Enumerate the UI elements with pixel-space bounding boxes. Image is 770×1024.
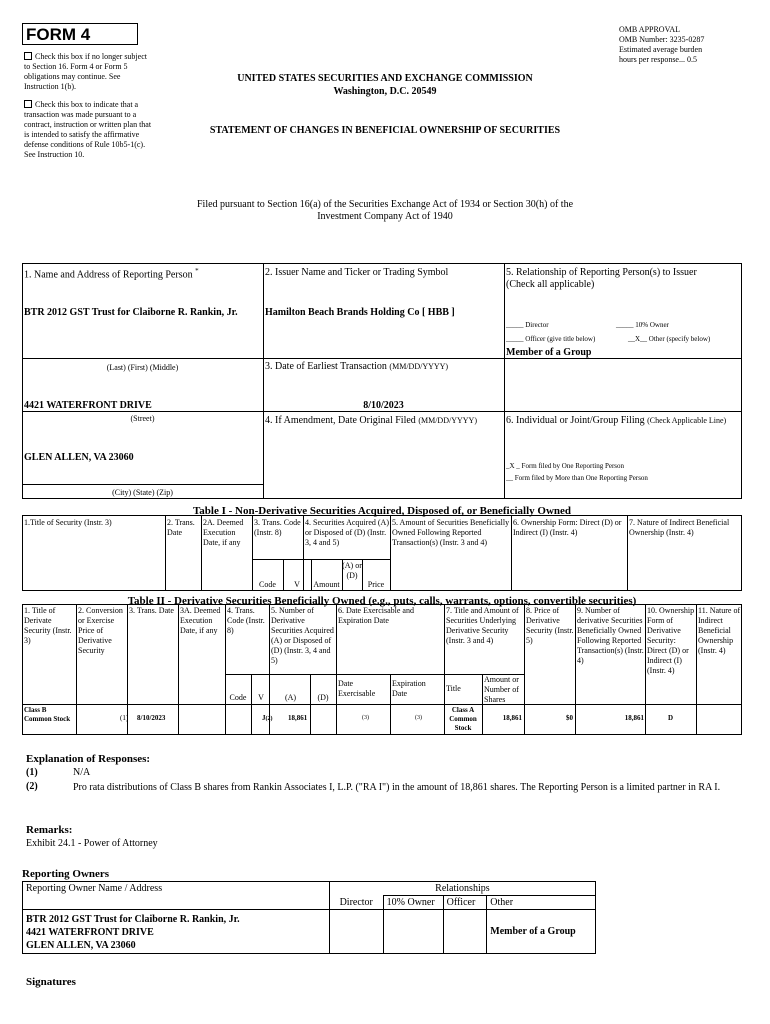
t2-h3: 3. Trans. Date	[129, 606, 174, 615]
t2-sub-title: Title	[446, 684, 461, 693]
omb-line: OMB APPROVAL	[619, 25, 680, 34]
t1-h7: 7. Nature of Indirect Beneficial Ownership (Instr. 4)	[629, 518, 730, 537]
director-header: Director	[329, 896, 383, 910]
box2-label: 2. Issuer Name and Ticker or Trading Symbol	[265, 267, 449, 278]
t2-row-date: 8/10/2023	[137, 714, 166, 722]
omb-approval	[619, 25, 759, 65]
t2-row-a: 18,861	[288, 714, 308, 722]
filed-line2: Investment Company Act of 1940	[317, 211, 453, 222]
checkbox-rule10b5[interactable]	[24, 100, 154, 160]
street-label: (Street)	[130, 414, 155, 423]
t2-row-code: J(2)	[262, 714, 273, 722]
owner-name-header: Reporting Owner Name / Address	[23, 882, 330, 910]
ten-pct-owner-option[interactable]: _____ 10% Owner	[616, 321, 669, 329]
t2-sub-v: V	[258, 693, 264, 702]
t2-row-und-amount: 18,861	[502, 714, 522, 722]
signatures-heading: Signatures	[26, 976, 76, 988]
t2-h4: 4. Trans. Code (Instr. 8)	[227, 606, 265, 635]
t2-row-exp: (3)	[415, 715, 422, 721]
t2-h2: 2. Conversion or Exercise Price of Derivative Security	[78, 606, 123, 655]
t1-h3: 3. Trans. Code (Instr. 8)	[254, 518, 301, 537]
t1-h2: 2. Trans. Date	[167, 518, 195, 537]
reporting-owners-heading: Reporting Owners	[22, 868, 110, 880]
t2-sub-date-ex: Date Exercisable	[338, 679, 376, 698]
table1-title: Table I - Non-Derivative Securities Acquired, Disposed of, or Beneficially Owned	[192, 505, 572, 517]
t1-h4: 4. Securities Acquired (A) or Disposed of (D) (Instr. 3, 4 and 5)	[305, 518, 389, 547]
director-option[interactable]: _____ Director	[506, 321, 549, 329]
t1-sub-ad: (A) or (D)	[342, 561, 362, 580]
t2-row-conv-note: (1)	[120, 714, 129, 722]
t1-sub-price: Price	[367, 580, 385, 589]
checkbox-section16-label: Check this box if no longer subject to Section 16. Form 4 or Form 5 obligations may continue. See Instruction 1(b).	[24, 52, 147, 91]
relationships-header: Relationships	[329, 882, 595, 896]
form-title-box	[22, 23, 138, 45]
city-label: (City) (State) (Zip)	[112, 488, 173, 497]
t1-sub-v: V	[294, 580, 300, 589]
box6-label: 6. Individual or Joint/Group Filing (Check Applicable Line)	[506, 415, 727, 426]
t1-sub-amount: Amount	[313, 580, 340, 589]
t2-h1: 1. Title of Derivate Security (Instr. 3)	[24, 606, 72, 645]
explanation-note-num: (1)	[26, 767, 38, 778]
filing-option-one[interactable]: _X _ Form filed by One Reporting Person	[506, 462, 625, 470]
t2-row-und-title: Class A Common Stock	[449, 706, 477, 732]
explanation-note-num: (2)	[26, 781, 38, 792]
statement-title: STATEMENT OF CHANGES IN BENEFICIAL OWNERSHIP OF SECURITIES	[209, 125, 561, 136]
reporting-city: GLEN ALLEN, VA 23060	[24, 452, 134, 463]
t2-row-owned: 18,861	[624, 714, 644, 722]
t2-sub-d: (D)	[317, 693, 329, 702]
ten-pct-header: 10% Owner	[383, 896, 443, 910]
owner-ten-pct-cell	[383, 910, 443, 954]
name-parts-label: (Last) (First) (Middle)	[106, 363, 179, 372]
box5-label: 5. Relationship of Reporting Person(s) to Issuer (Check all applicable)	[506, 267, 697, 290]
explanation-heading: Explanation of Responses:	[26, 753, 151, 765]
agency-line1: UNITED STATES SECURITIES AND EXCHANGE COMMISSION	[237, 73, 533, 84]
officer-option[interactable]: _____ Officer (give title below)	[506, 335, 596, 343]
t1-h6: 6. Ownership Form: Direct (D) or Indirect (I) (Instr. 4)	[513, 518, 622, 537]
checkbox-rule10b5-label: Check this box to indicate that a transaction was made pursuant to a contract, instruction or written plan that is intended to satisfy the affirmative defense conditions of Rule 10b5-1(c). See Instruction 10.	[24, 100, 152, 159]
agency-line2: Washington, D.C. 20549	[333, 86, 437, 97]
t2-h5: 5. Number of Derivative Securities Acquired (A) or Disposed of (D) (Instr. 3, 4 and 5)	[271, 606, 334, 665]
owner-details: BTR 2012 GST Trust for Claiborne R. Rankin, Jr. 4421 WATERFRONT DRIVE GLEN ALLEN, VA 23060	[23, 910, 330, 954]
form-title: FORM 4	[26, 25, 91, 44]
t1-sub-code: Code	[259, 580, 276, 589]
t2-row-form: D	[667, 714, 674, 722]
owner-other-cell: Member of a Group	[487, 910, 596, 954]
t2-h10: 10. Ownership Form of Derivative Security: Direct (D) or Indirect (I) (Instr. 4)	[647, 606, 695, 675]
omb-line: OMB Number: 3235-0287	[619, 35, 705, 44]
t2-row-title: Class B Common Stock	[24, 706, 71, 723]
owner-officer-cell	[443, 910, 487, 954]
issuer-name: Hamilton Beach Brands Holding Co [ HBB ]	[265, 307, 455, 318]
reporting-street: 4421 WATERFRONT DRIVE	[24, 400, 152, 411]
table2-title: Table II - Derivative Securities Beneficially Owned (e.g., puts, calls, warrants, options, convertible securities)	[127, 595, 637, 607]
reporting-owners-table	[22, 881, 596, 954]
filing-option-more[interactable]: __ Form filed by More than One Reporting Person	[506, 474, 648, 482]
box1-label: 1. Name and Address of Reporting Person *	[24, 267, 199, 281]
explanation-note-text: Pro rata distributions of Class B shares from Rankin Associates I, L.P. ("RA I") in the amount of 18,861 shares. The Reporting Person is a limited partner in RA I.	[73, 782, 721, 793]
filed-line1: Filed pursuant to Section 16(a) of the Securities Exchange Act of 1934 or Section 30(h) of the	[196, 199, 574, 210]
t2-h3a: 3A. Deemed Execution Date, if any	[180, 606, 221, 635]
reporting-person-name: BTR 2012 GST Trust for Claiborne R. Rankin, Jr.	[24, 307, 238, 318]
t2-row-date-ex: (3)	[362, 715, 369, 721]
filed-pursuant	[130, 199, 640, 223]
box4-label: 4. If Amendment, Date Original Filed (MM/DD/YYYY)	[265, 415, 477, 426]
earliest-transaction-date: 8/10/2023	[363, 400, 404, 411]
t2-row-price: $0	[566, 714, 573, 722]
t2-h8: 8. Price of Derivative Security (Instr. 5)	[526, 606, 574, 645]
checkbox-icon[interactable]	[24, 52, 32, 60]
t2-h11: 11. Nature of Indirect Beneficial Ownership (Instr. 4)	[698, 606, 741, 655]
other-header: Other	[487, 896, 596, 910]
box3-label: 3. Date of Earliest Transaction (MM/DD/YYYY)	[265, 361, 449, 372]
checkbox-icon[interactable]	[24, 100, 32, 108]
t2-h9: 9. Number of derivative Securities Beneficially Owned Following Reported Transaction(s) (Instr. 4)	[577, 606, 644, 665]
t2-sub-a: (A)	[284, 693, 297, 702]
omb-line: Estimated average burden	[619, 45, 703, 54]
other-description: Member of a Group	[506, 347, 592, 358]
t1-h5: 5. Amount of Securities Beneficially Owned Following Reported Transaction(s) (Instr. 3 and 4)	[392, 518, 510, 547]
other-option[interactable]: __X__ Other (specify below)	[628, 335, 711, 343]
officer-header: Officer	[443, 896, 487, 910]
t2-sub-code: Code	[229, 693, 247, 702]
checkbox-section16[interactable]	[24, 52, 154, 92]
t1-h2a: 2A. Deemed Execution Date, if any	[203, 518, 244, 547]
t1-h1: 1.Title of Security (Instr. 3)	[24, 518, 112, 527]
omb-line: hours per response... 0.5	[619, 55, 697, 64]
t2-sub-exp: Expiration Date	[392, 679, 426, 698]
t2-h6: 6. Date Exercisable and Expiration Date	[338, 606, 414, 625]
owner-director-cell	[329, 910, 383, 954]
t2-sub-amount: Amount or Number of Shares	[484, 675, 519, 704]
t2-h7: 7. Title and Amount of Securities Underlying Derivative Security (Instr. 3 and 4)	[446, 606, 519, 645]
remarks-text: Exhibit 24.1 - Power of Attorney	[26, 838, 158, 849]
explanation-note-text: N/A	[73, 767, 91, 778]
remarks-heading: Remarks:	[26, 824, 73, 836]
